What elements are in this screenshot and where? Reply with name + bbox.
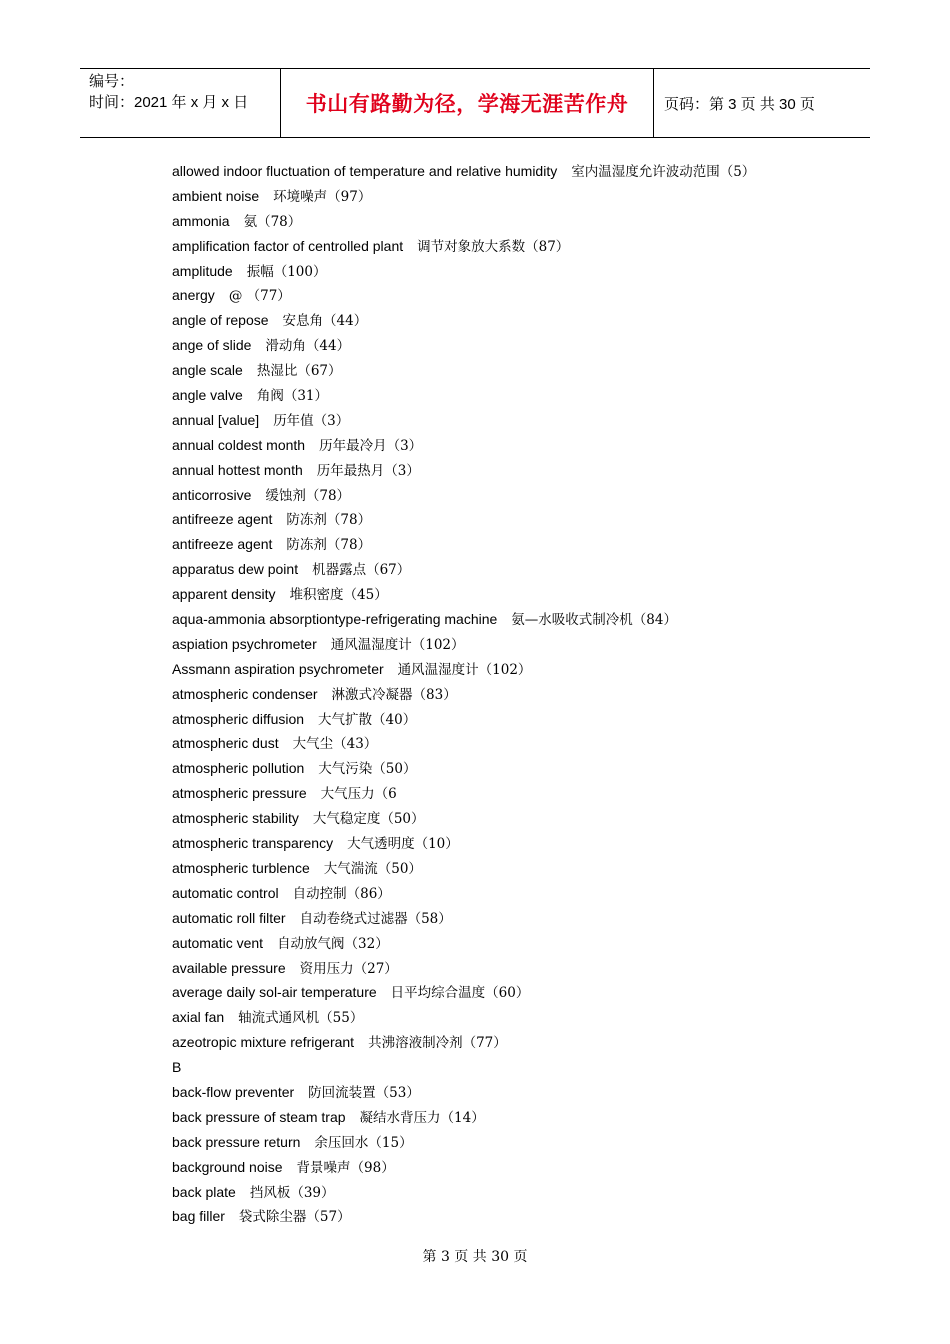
entry-term: annual hottest month [172,461,303,478]
entry-term: atmospheric turblence [172,859,310,876]
entry-translation: 自动卷绕式过滤器（58） [299,910,452,927]
header-page-info [654,69,870,137]
entry-term: atmospheric condenser [172,685,318,702]
entry-translation: 大气扩散（40） [318,711,417,728]
entry-translation: 大气压力（6 [320,786,397,803]
entry-term: amplitude [172,262,233,279]
entry-term: aqua-ammonia absorptiontype-refrigerating machine [172,611,498,628]
entry-term: annual [value] [172,411,260,428]
page-footer: 第 3 页 共 30 页 [422,1249,528,1265]
number-label: 编号： [89,73,135,90]
entry-translation: 大气湍流（50） [323,860,422,877]
entry-term: atmospheric pollution [172,760,305,777]
entry-term: apparent density [172,586,276,603]
entry-translation: 热湿比（67） [256,363,342,380]
entry-translation: 防回流装置（53） [308,1084,420,1101]
section-letter: B [172,1059,182,1076]
entry-term: anergy [172,287,215,304]
entry-translation: 通风温湿度计（102） [397,661,532,678]
entry-translation: 堆积密度（45） [289,587,388,604]
entry-term: ammonia [172,212,230,229]
glossary-entry [172,159,892,184]
glossary-entry [172,209,892,234]
entry-translation: 袋式除尘器（57） [238,1209,351,1226]
glossary-entry [172,956,892,981]
entry-term: back pressure return [172,1133,301,1150]
entry-translation: 振幅（100） [246,263,327,280]
entry-translation: 资用压力（27） [299,960,398,977]
glossary-entry [172,1180,892,1205]
entry-translation: 通风温湿度计（102） [330,636,465,653]
entry-term: atmospheric diffusion [172,710,305,727]
entry-translation: 防冻剂（78） [286,537,372,554]
glossary-entry [172,980,892,1005]
entry-term: automatic vent [172,934,264,951]
entry-term: aspiation psychrometer [172,635,317,652]
entry-translation: 机器露点（67） [312,562,411,579]
entry-translation: 防冻剂（78） [286,512,372,529]
motto-text: 书山有路勤为径，学海无涯苦作舟 [305,92,629,116]
entry-term: axial fan [172,1009,225,1026]
entry-term: bag filler [172,1208,225,1225]
glossary-entry [172,1130,892,1155]
glossary-entry [172,383,892,408]
glossary-entry [172,433,892,458]
entry-term: available pressure [172,959,286,976]
entry-translation: 历年最热月（3） [316,462,420,479]
entry-translation: 大气透明度（10） [347,836,459,853]
entry-translation: 自动放气阀（32） [277,935,389,952]
glossary-entry [172,906,892,931]
entry-translation: 日平均综合温度（60） [390,985,530,1002]
entry-term: background noise [172,1158,283,1175]
page-info-text: 页码：第 3 页 共 30 页 [664,95,815,113]
glossary-entry [172,1080,892,1105]
entry-term: angle scale [172,362,243,379]
entry-translation: 大气污染（50） [318,761,417,778]
time-label: 时间：2021 年 x 月 x 日 [89,94,249,111]
entry-translation: 氨（78） [243,213,302,230]
entry-translation: 大气尘（43） [292,736,378,753]
entry-translation: 轴流式通风机（55） [238,1010,364,1027]
glossary-entry [172,682,892,707]
entry-term: azeotropic mixture refrigerant [172,1034,355,1051]
entry-term: atmospheric stability [172,810,299,827]
page-header [80,68,870,138]
entry-term: apparatus dew point [172,561,299,578]
entry-term: automatic control [172,884,279,901]
glossary-entry [172,333,892,358]
glossary-entry [172,458,892,483]
entry-term: amplification factor of centrolled plant [172,237,404,254]
glossary-entry [172,283,892,308]
glossary-entry [172,632,892,657]
glossary-entry [172,259,892,284]
entry-term: atmospheric transparency [172,835,334,852]
glossary-entry [172,756,892,781]
entry-translation: 历年最冷月（3） [319,437,423,454]
entry-translation: 共沸溶液制冷剂（77） [368,1035,507,1052]
glossary-entry [172,831,892,856]
entry-term: antifreeze agent [172,511,273,528]
entry-term: allowed indoor fluctuation of temperature and relative humidity [172,163,558,179]
glossary-entry [172,308,892,333]
entry-translation: 凝结水背压力（14） [359,1109,485,1126]
glossary-entry [172,184,892,209]
entry-translation: 安息角（44） [282,313,368,330]
glossary-entry [172,408,892,433]
glossary-entry [172,234,892,259]
glossary-entries [172,159,892,1229]
glossary-entry [172,806,892,831]
entry-term: ambient noise [172,187,260,204]
entry-translation: 室内温湿度允许波动范围（5） [571,164,756,180]
entry-term: average daily sol-air temperature [172,984,377,1001]
entry-term: ange of slide [172,337,252,354]
glossary-entry [172,881,892,906]
header-meta [80,69,281,137]
entry-term: back-flow preventer [172,1083,295,1100]
glossary-entry [172,1155,892,1180]
glossary-entry [172,582,892,607]
entry-term: anticorrosive [172,486,252,503]
entry-term: automatic roll filter [172,909,286,926]
entry-translation: 大气稳定度（50） [312,811,425,828]
glossary-entry [172,358,892,383]
entry-term: antifreeze agent [172,536,273,553]
entry-term: angle valve [172,387,243,404]
entry-term: annual coldest month [172,436,306,453]
glossary-entry [172,707,892,732]
entry-translation: 氨—水吸收式制冷机（84） [511,612,677,629]
entry-translation: 调节对象放大系数（87） [417,238,570,255]
entry-term: atmospheric pressure [172,785,307,802]
glossary-entry [172,1105,892,1130]
glossary-entry [172,1030,892,1055]
entry-translation: @ （77） [228,288,291,305]
glossary-entry [172,931,892,956]
entry-translation: 环境噪声（97） [273,188,372,205]
entry-translation: 淋激式冷凝器（83） [331,686,457,703]
entry-translation: 历年值（3） [273,412,350,429]
glossary-entry [172,731,892,756]
entry-translation: 背景噪声（98） [296,1159,395,1176]
glossary-entry [172,557,892,582]
entry-term: back pressure of steam trap [172,1108,346,1125]
entry-term: Assmann aspiration psychrometer [172,660,384,677]
entry-translation: 挡风板（39） [249,1184,335,1201]
entry-term: back plate [172,1183,236,1200]
entry-translation: 角阀（31） [256,388,329,405]
glossary-entry [172,781,892,806]
glossary-entry [172,507,892,532]
glossary-entry [172,1204,892,1229]
glossary-entry [172,1005,892,1030]
glossary-entry [172,856,892,881]
glossary-entry [172,657,892,682]
glossary-entry [172,532,892,557]
entry-term: angle of repose [172,312,269,329]
entry-translation: 滑动角（44） [265,338,351,355]
glossary-entry [172,483,892,508]
entry-term: atmospheric dust [172,735,279,752]
glossary-entry [172,607,892,632]
header-motto-cell [281,69,654,137]
entry-translation: 自动控制（86） [292,885,391,902]
entry-translation: 缓蚀剂（78） [265,487,351,504]
entry-translation: 余压回水（15） [314,1134,413,1151]
